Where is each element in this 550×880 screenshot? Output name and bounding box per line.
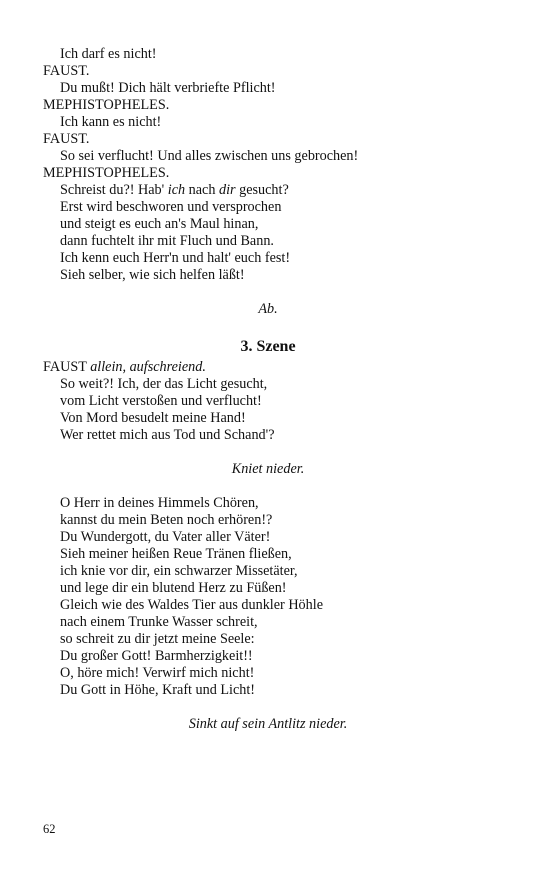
play-text	[43, 46, 513, 733]
dialogue-block-1	[43, 46, 513, 284]
stage-direction-ab: Ab.	[258, 301, 278, 317]
verse-line: O Herr in deines Himmels Chören,	[60, 495, 259, 511]
verse-block-3	[43, 495, 513, 699]
speaker-faust-line	[43, 359, 513, 376]
verse-line: Du Gott in Höhe, Kraft und Licht!	[60, 682, 256, 698]
verse-line: so schreit zu dir jetzt meine Seele:	[60, 631, 255, 647]
text-fragment: Schreist du?! Hab'	[60, 182, 168, 198]
verse-line	[43, 182, 513, 199]
verse-line: Du Wundergott, du Vater aller Väter!	[60, 529, 271, 545]
verse-line: ich knie vor dir, ein schwarzer Missetäter,	[60, 563, 298, 579]
verse-line: So weit?! Ich, der das Licht gesucht,	[60, 376, 268, 392]
verse-line: Sieh selber, wie sich helfen läßt!	[60, 267, 245, 283]
text-fragment: gesucht?	[235, 182, 289, 198]
stage-direction-sinkt: Sinkt auf sein Antlitz nieder.	[188, 716, 348, 732]
speaker-label: MEPHISTOPHELES.	[43, 97, 170, 113]
verse-line: O, höre mich! Verwirf mich nicht!	[60, 665, 255, 681]
speaker-direction: allein, aufschreiend.	[90, 359, 206, 375]
verse-line: Du großer Gott! Barmherzigkeit!!	[60, 648, 253, 664]
emphasis-text: dir	[219, 182, 236, 198]
verse-line: Du mußt! Dich hält verbriefte Pflicht!	[60, 80, 276, 96]
page-number: 62	[43, 822, 56, 836]
speaker-label: MEPHISTOPHELES.	[43, 165, 170, 181]
emphasis-text: ich	[167, 182, 186, 198]
verse-line: Sieh meiner heißen Reue Tränen fließen,	[60, 546, 292, 562]
speaker-label: FAUST.	[43, 63, 90, 79]
verse-line: kannst du mein Beten noch erhören!?	[60, 512, 273, 528]
verse-line: Wer rettet mich aus Tod und Schand'?	[60, 427, 275, 443]
verse-line: Gleich wie des Waldes Tier aus dunkler Höhle	[60, 597, 323, 613]
speaker-label: FAUST.	[43, 131, 90, 147]
verse-line: Von Mord besudelt meine Hand!	[60, 410, 246, 426]
verse-block-2	[43, 376, 513, 444]
verse-line: Ich kenn euch Herr'n und halt' euch fest!	[60, 250, 291, 266]
verse-line: vom Licht verstoßen und verflucht!	[60, 393, 262, 409]
scene-heading: 3. Szene	[240, 338, 296, 355]
verse-line: Ich kann es nicht!	[60, 114, 162, 130]
verse-line: und lege dir ein blutend Herz zu Füßen!	[60, 580, 287, 596]
verse-line: nach einem Trunke Wasser schreit,	[60, 614, 258, 630]
verse-line: dann fuchtelt ihr mit Fluch und Bann.	[60, 233, 274, 249]
verse-line: und steigt es euch an's Maul hinan,	[60, 216, 259, 232]
verse-line: Ich darf es nicht!	[60, 46, 157, 62]
verse-line: Erst wird beschworen und versprochen	[60, 199, 282, 215]
speaker-name: FAUST	[43, 359, 87, 375]
stage-direction-kniet: Kniet nieder.	[231, 461, 305, 477]
text-fragment: nach	[185, 182, 219, 198]
verse-line: So sei verflucht! Und alles zwischen uns gebrochen!	[60, 148, 359, 164]
